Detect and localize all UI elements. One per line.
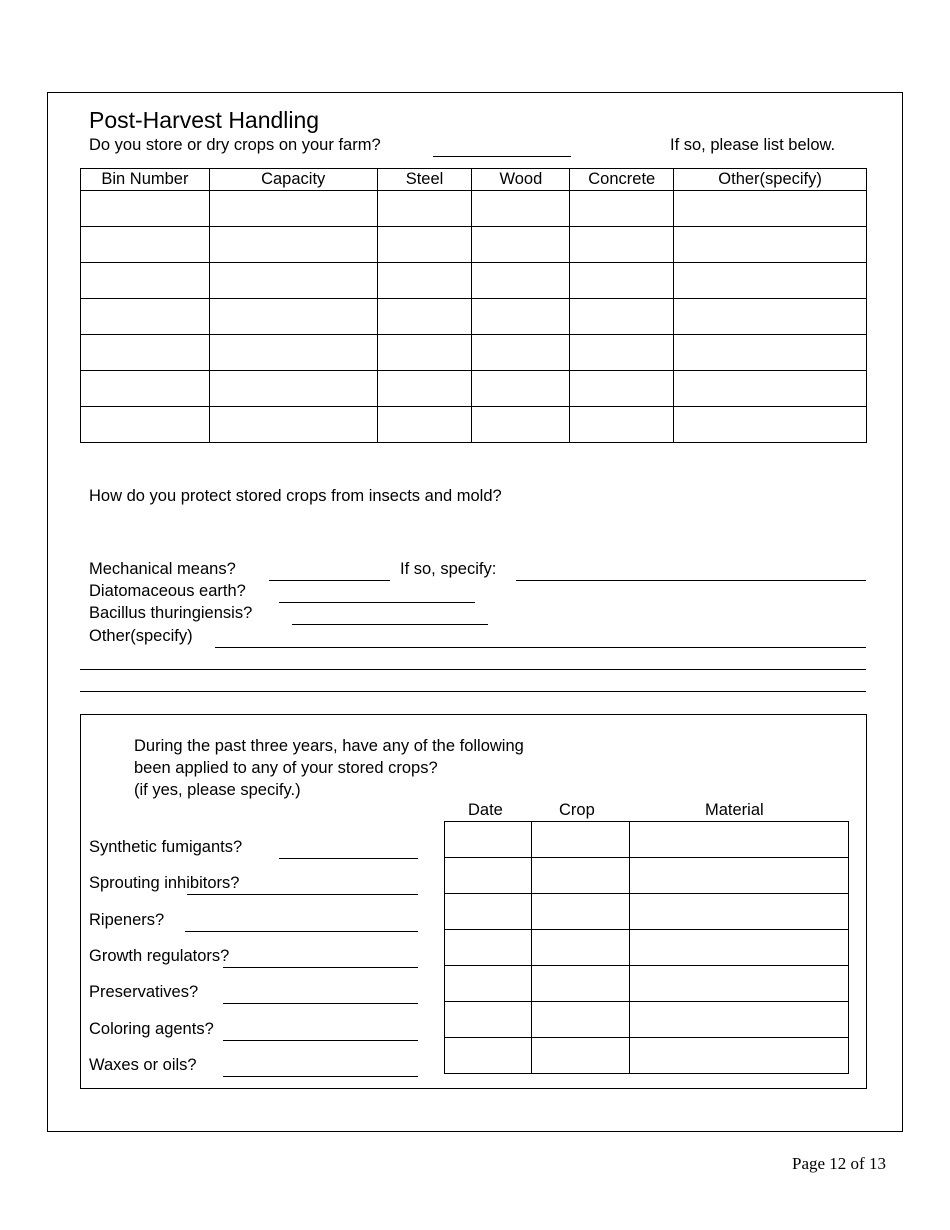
wood-cell[interactable] — [472, 299, 570, 335]
material-cell[interactable] — [629, 1038, 848, 1074]
application-row — [445, 822, 849, 858]
application-answer-field[interactable] — [223, 1076, 418, 1077]
application-answer-field[interactable] — [223, 1040, 418, 1041]
bin-number-cell[interactable] — [81, 263, 210, 299]
crop-cell[interactable] — [531, 1002, 629, 1038]
other-cell[interactable] — [674, 407, 867, 443]
application-label: Waxes or oils? — [89, 1056, 197, 1074]
steel-cell[interactable] — [377, 371, 472, 407]
mechanical-specify-field[interactable] — [516, 580, 866, 581]
bin-table-row — [81, 227, 867, 263]
applications-table — [444, 821, 849, 1074]
header-material: Material — [705, 801, 764, 819]
wood-cell[interactable] — [472, 407, 570, 443]
material-cell[interactable] — [629, 1002, 848, 1038]
bacillus-label: Bacillus thuringiensis? — [89, 604, 253, 622]
applications-intro-3: (if yes, please specify.) — [134, 781, 301, 799]
header-crop: Crop — [559, 801, 595, 819]
application-label: Growth regulators? — [89, 947, 230, 965]
crop-cell[interactable] — [531, 1038, 629, 1074]
protection-question: How do you protect stored crops from insects and mold? — [89, 487, 502, 505]
mechanical-label: Mechanical means? — [89, 560, 236, 578]
application-label: Coloring agents? — [89, 1020, 214, 1038]
capacity-cell[interactable] — [209, 335, 377, 371]
header-other: Other(specify) — [674, 169, 867, 191]
date-cell[interactable] — [445, 822, 532, 858]
steel-cell[interactable] — [377, 191, 472, 227]
crop-cell[interactable] — [531, 894, 629, 930]
bin-table-row — [81, 335, 867, 371]
capacity-cell[interactable] — [209, 191, 377, 227]
capacity-cell[interactable] — [209, 227, 377, 263]
material-cell[interactable] — [629, 894, 848, 930]
concrete-cell[interactable] — [570, 299, 674, 335]
wood-cell[interactable] — [472, 263, 570, 299]
bin-number-cell[interactable] — [81, 371, 210, 407]
application-label: Sprouting inhibitors? — [89, 874, 240, 892]
date-cell[interactable] — [445, 966, 532, 1002]
crop-cell[interactable] — [531, 858, 629, 894]
bin-number-cell[interactable] — [81, 407, 210, 443]
applications-intro-1: During the past three years, have any of the following — [134, 737, 524, 755]
other-cell[interactable] — [674, 299, 867, 335]
bin-table-row — [81, 371, 867, 407]
application-answer-field[interactable] — [279, 858, 418, 859]
application-answer-field[interactable] — [223, 967, 418, 968]
diatomaceous-field[interactable] — [279, 602, 475, 603]
other-field[interactable] — [215, 647, 866, 648]
capacity-cell[interactable] — [209, 371, 377, 407]
page-number: Page 12 of 13 — [792, 1154, 886, 1173]
wood-cell[interactable] — [472, 191, 570, 227]
application-label: Synthetic fumigants? — [89, 838, 243, 856]
concrete-cell[interactable] — [570, 227, 674, 263]
application-row — [445, 894, 849, 930]
application-answer-field[interactable] — [223, 1003, 418, 1004]
concrete-cell[interactable] — [570, 335, 674, 371]
section-title: Post-Harvest Handling — [89, 107, 320, 133]
bin-table-header — [81, 169, 867, 191]
store-question: Do you store or dry crops on your farm? — [89, 136, 381, 154]
list-note: If so, please list below. — [670, 136, 836, 154]
material-cell[interactable] — [629, 858, 848, 894]
crop-cell[interactable] — [531, 966, 629, 1002]
concrete-cell[interactable] — [570, 263, 674, 299]
header-wood: Wood — [472, 169, 570, 191]
concrete-cell[interactable] — [570, 371, 674, 407]
concrete-cell[interactable] — [570, 407, 674, 443]
if-so-specify-label: If so, specify: — [400, 560, 497, 578]
bacillus-field[interactable] — [292, 624, 488, 625]
bin-number-cell[interactable] — [81, 299, 210, 335]
bin-table-row — [81, 263, 867, 299]
application-row — [445, 930, 849, 966]
application-label: Ripeners? — [89, 911, 165, 929]
capacity-cell[interactable] — [209, 407, 377, 443]
crop-cell[interactable] — [531, 822, 629, 858]
crop-cell[interactable] — [531, 930, 629, 966]
bin-table-row — [81, 191, 867, 227]
bin-table — [80, 168, 867, 443]
header-concrete: Concrete — [570, 169, 674, 191]
capacity-cell[interactable] — [209, 299, 377, 335]
bin-number-cell[interactable] — [81, 335, 210, 371]
other-cell[interactable] — [674, 191, 867, 227]
wood-cell[interactable] — [472, 227, 570, 263]
other-cell[interactable] — [674, 371, 867, 407]
other-cell[interactable] — [674, 263, 867, 299]
material-cell[interactable] — [629, 966, 848, 1002]
material-cell[interactable] — [629, 822, 848, 858]
application-row — [445, 1038, 849, 1074]
steel-cell[interactable] — [377, 335, 472, 371]
date-cell[interactable] — [445, 1002, 532, 1038]
application-row — [445, 1002, 849, 1038]
other-label: Other(specify) — [89, 627, 193, 645]
applications-intro-2: been applied to any of your stored crops? — [134, 759, 438, 777]
header-capacity: Capacity — [209, 169, 377, 191]
bin-number-cell[interactable] — [81, 227, 210, 263]
other-field-line-3[interactable] — [80, 691, 866, 692]
capacity-cell[interactable] — [209, 263, 377, 299]
wood-cell[interactable] — [472, 371, 570, 407]
wood-cell[interactable] — [472, 335, 570, 371]
other-cell[interactable] — [674, 227, 867, 263]
header-steel: Steel — [377, 169, 472, 191]
date-cell[interactable] — [445, 858, 532, 894]
date-cell[interactable] — [445, 894, 532, 930]
mechanical-field[interactable] — [269, 580, 390, 581]
application-answer-field[interactable] — [187, 894, 418, 895]
bin-table-row — [81, 299, 867, 335]
concrete-cell[interactable] — [570, 191, 674, 227]
date-cell[interactable] — [445, 930, 532, 966]
material-cell[interactable] — [629, 930, 848, 966]
application-row — [445, 858, 849, 894]
store-answer-field[interactable] — [433, 156, 571, 157]
header-date: Date — [468, 801, 503, 819]
steel-cell[interactable] — [377, 407, 472, 443]
steel-cell[interactable] — [377, 263, 472, 299]
other-cell[interactable] — [674, 335, 867, 371]
diatomaceous-label: Diatomaceous earth? — [89, 582, 246, 600]
application-label: Preservatives? — [89, 983, 199, 1001]
application-row — [445, 966, 849, 1002]
other-field-line-2[interactable] — [80, 669, 866, 670]
date-cell[interactable] — [445, 1038, 532, 1074]
bin-table-row — [81, 407, 867, 443]
steel-cell[interactable] — [377, 299, 472, 335]
application-answer-field[interactable] — [185, 931, 418, 932]
steel-cell[interactable] — [377, 227, 472, 263]
bin-number-cell[interactable] — [81, 191, 210, 227]
header-bin-number: Bin Number — [81, 169, 210, 191]
